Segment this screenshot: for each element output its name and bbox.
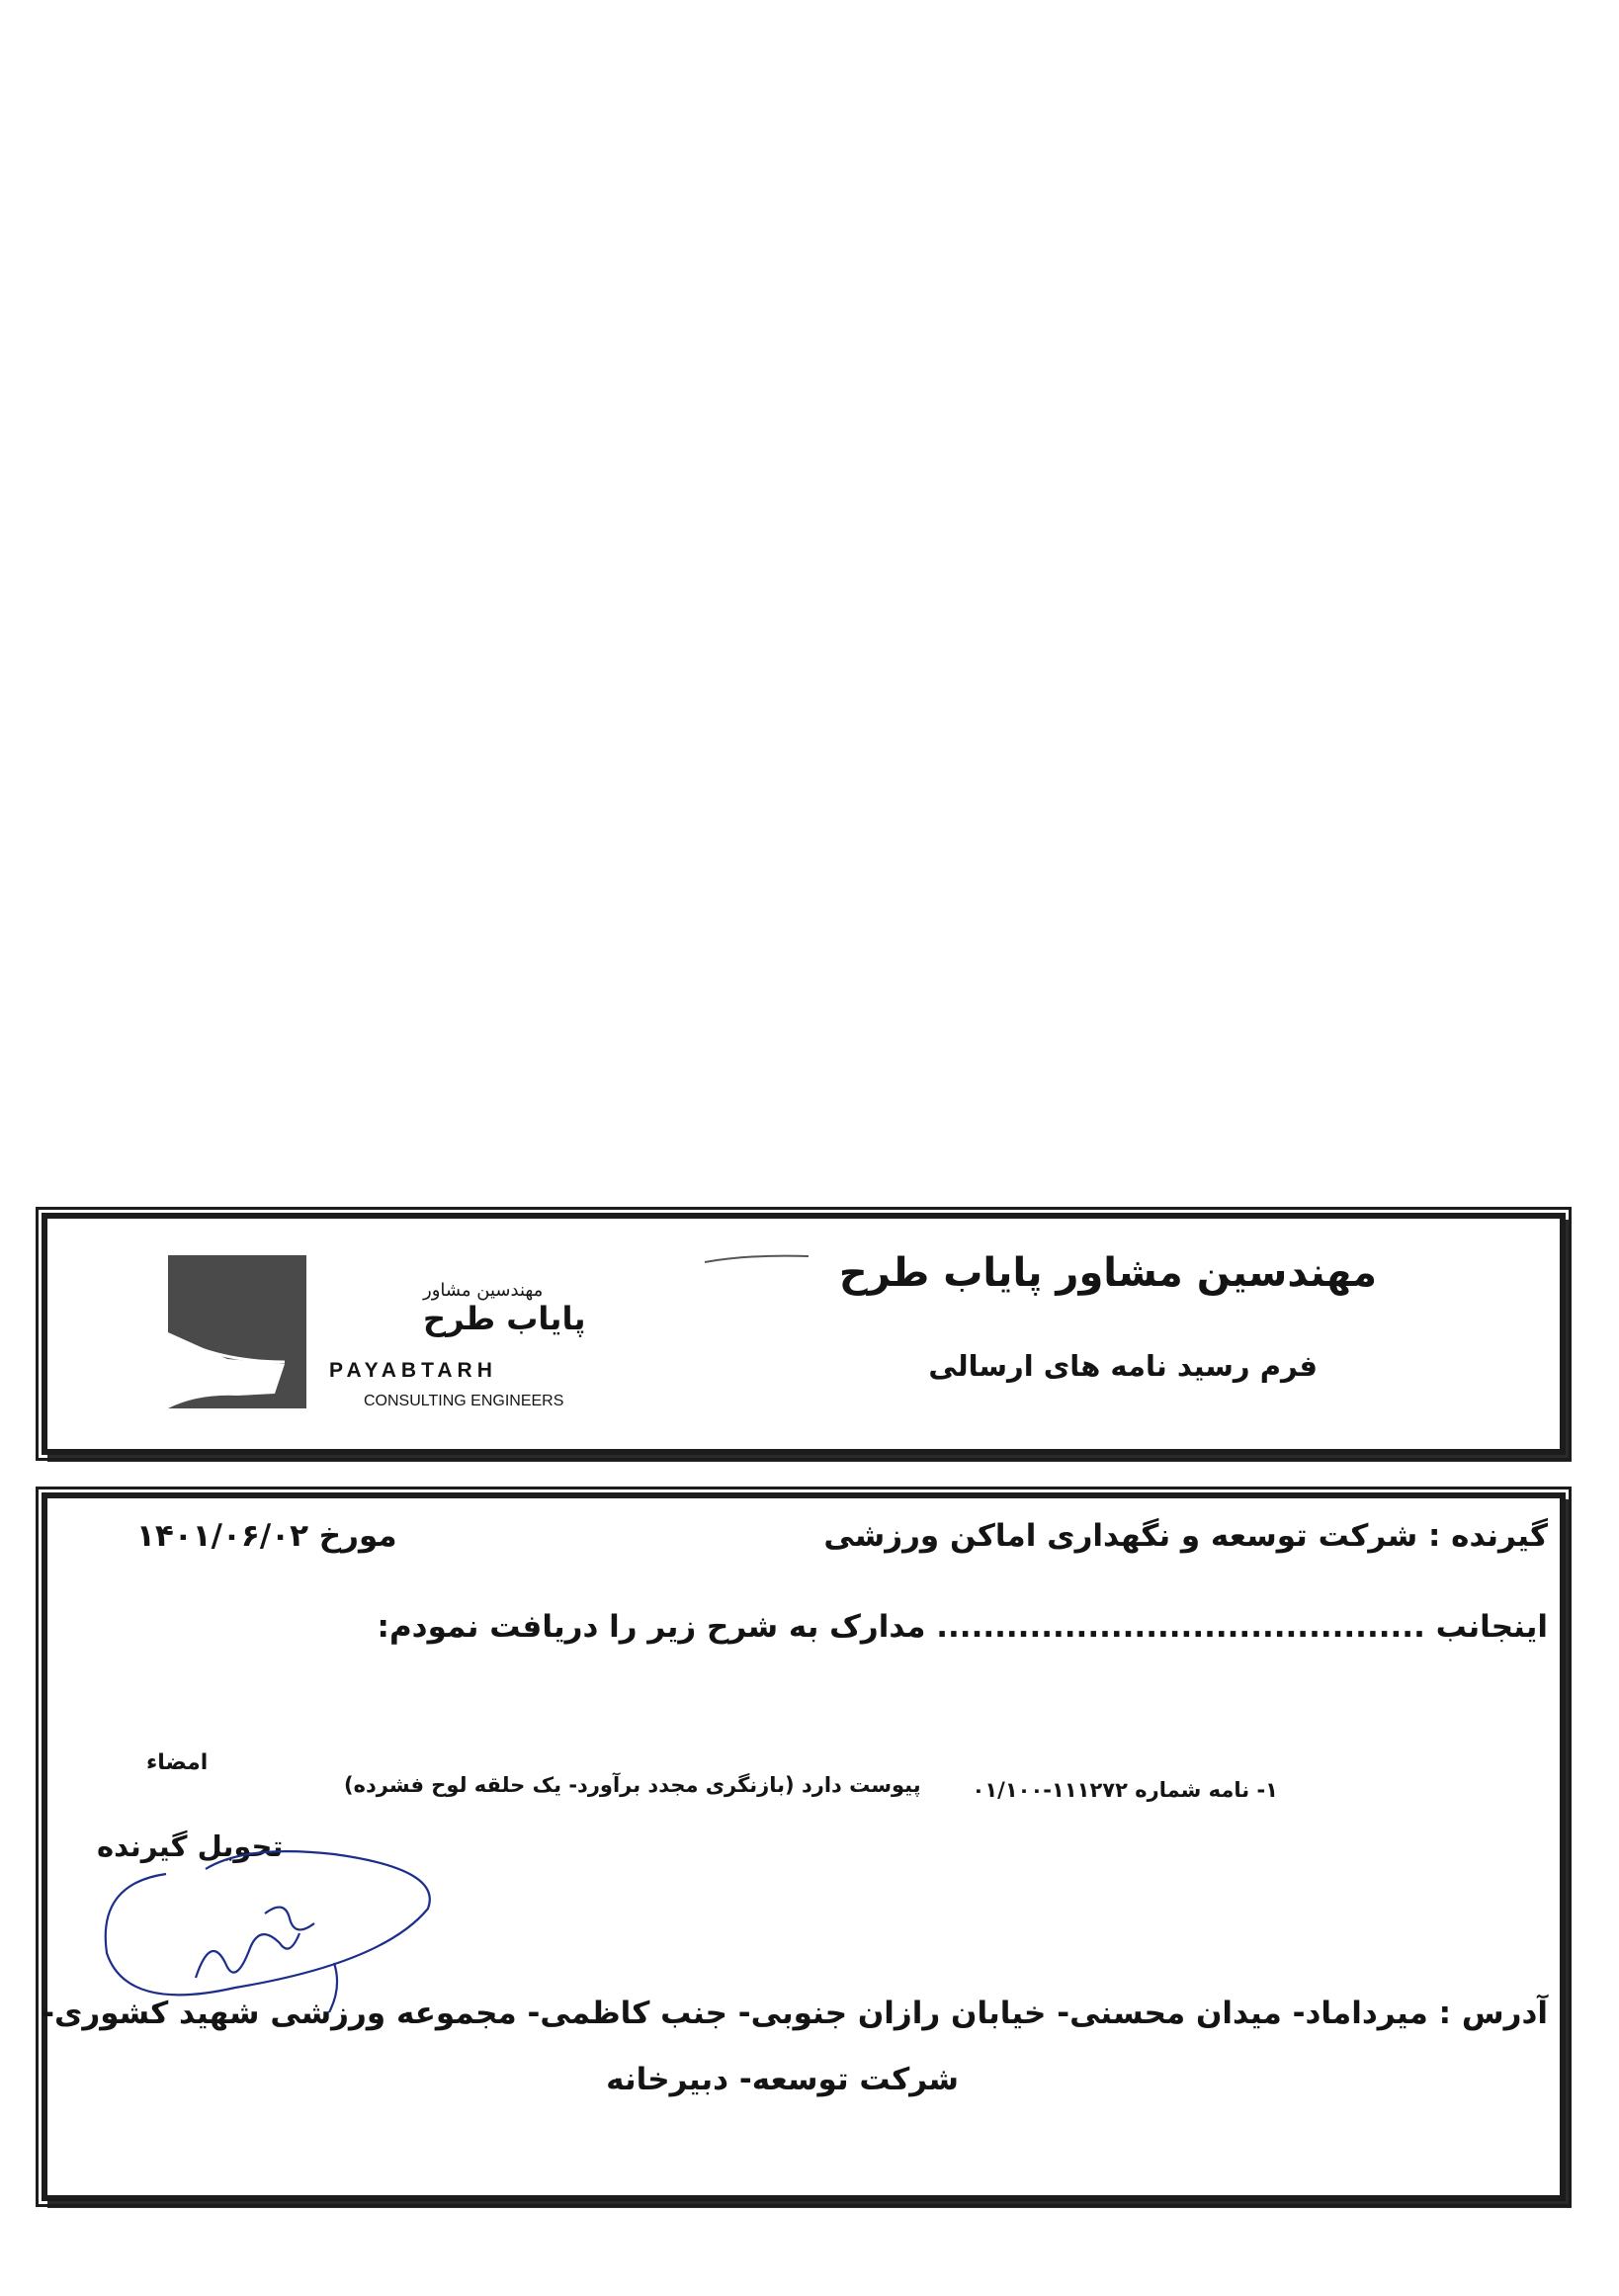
logo-name-en: PAYABTARH <box>329 1359 497 1382</box>
logo-name-fa: پایاب طرح <box>423 1300 586 1337</box>
logo-name-fa-small: مهندسین مشاور <box>423 1280 544 1301</box>
logo-subtitle-en: CONSULTING ENGINEERS <box>364 1393 564 1409</box>
receiver-label: تحویل گیرنده <box>97 1829 284 1863</box>
pen-mark <box>700 1248 818 1268</box>
company-name: مهندسین مشاور پایاب طرح <box>838 1250 1377 1296</box>
recipient-line: گیرنده : شرکت توسعه و نگهداری اماکن ورزشی <box>823 1518 1548 1554</box>
form-title: فرم رسید نامه های ارسالی <box>928 1349 1318 1383</box>
signature-label: امضاء <box>146 1750 209 1775</box>
date-line: مورخ ۱۴۰۱/۰۶/۰۲ <box>136 1518 397 1554</box>
address-line-2: شرکت توسعه- دبیرخانه <box>606 2062 959 2097</box>
address-line-1: آدرس : میرداماد- میدان محسنی- خیابان رازان جنوبی- جنب کاظمی- مجموعه ورزشی شهید کشوری- <box>42 1996 1548 2031</box>
attachment-note: پیوست دارد (بازنگری مجدد برآورد- یک حلقه لوح فشرده) <box>344 1773 921 1797</box>
intro-line: اینجانب .......................................... مدارک به شرح زیر را دریافت نمودم: <box>377 1609 1548 1645</box>
company-logo-icon <box>168 1255 306 1408</box>
body-box <box>42 1492 1566 2201</box>
letter-item: ۱- نامه شماره ۱۱۱۲۷۲-۰۱/۱۰۰ <box>972 1778 1278 1802</box>
header-box <box>42 1213 1566 1455</box>
